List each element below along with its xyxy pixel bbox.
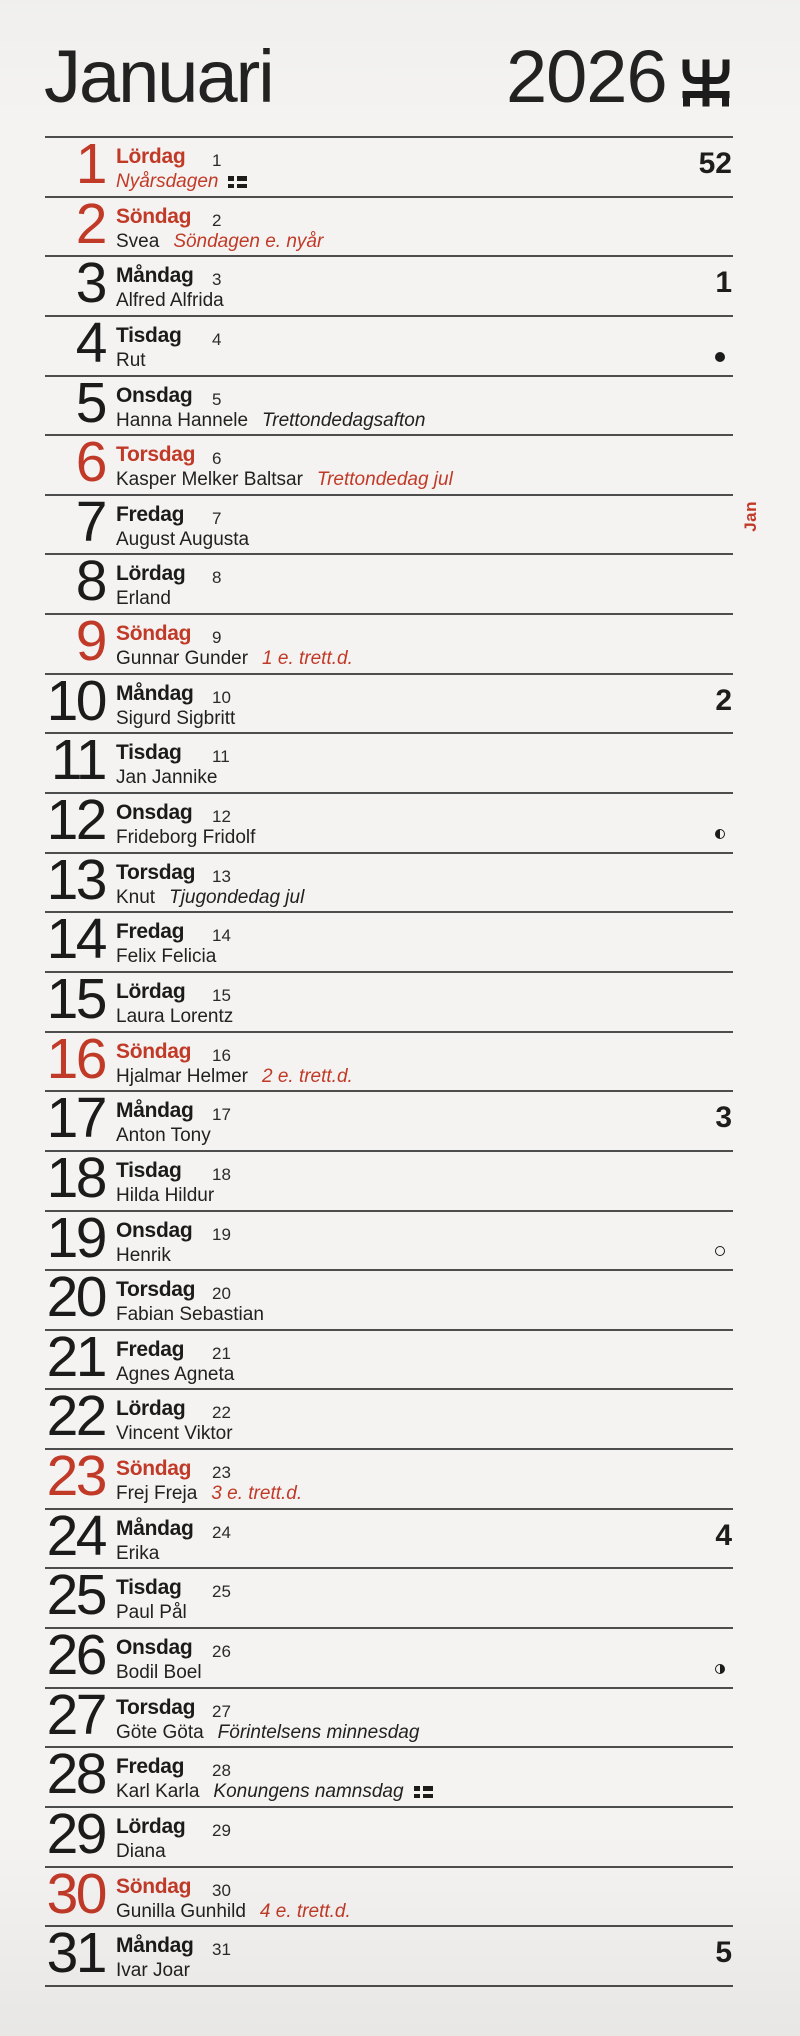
day-info: [116, 436, 656, 489]
name-days-label: Alfred Alfrida: [116, 290, 224, 312]
name-days-label: Jan Jannike: [116, 767, 218, 789]
weekday-label: Onsdag: [116, 1636, 193, 1660]
rune-staff-icon: [679, 56, 733, 110]
day-info: [116, 1212, 656, 1265]
day-number: 3: [75, 251, 105, 316]
name-days-label: Gunnar Gunder: [116, 648, 249, 670]
name-days-label: Frideborg Fridolf: [116, 827, 256, 849]
day-info: [116, 1629, 656, 1682]
date-small-label: 31: [212, 1940, 231, 1960]
day-row: [45, 549, 733, 614]
name-days-label: Fabian Sebastian: [116, 1304, 264, 1326]
day-row: [45, 1861, 733, 1926]
observance-label: 3 e. trett.d.: [211, 1483, 303, 1505]
name-days-label: Vincent Viktor: [116, 1423, 233, 1445]
week-number: 1: [715, 266, 732, 300]
day-number: 19: [46, 1205, 105, 1270]
day-info: [116, 1390, 656, 1443]
day-info: [116, 1689, 656, 1742]
day-info: [116, 1927, 656, 1980]
date-small-label: 14: [212, 926, 231, 946]
date-small-label: 9: [212, 628, 222, 648]
year-title: 2026: [506, 35, 667, 118]
weekday-label: Måndag: [116, 1516, 194, 1540]
weekday-label: Torsdag: [116, 860, 196, 884]
day-info: [116, 913, 656, 966]
week-number: 5: [715, 1936, 732, 1970]
day-row: [45, 1742, 733, 1807]
date-small-label: 30: [212, 1880, 231, 1900]
date-small-label: 20: [212, 1284, 231, 1304]
day-number: 9: [75, 609, 105, 674]
day-info: [116, 854, 656, 907]
date-small-label: 29: [212, 1820, 231, 1840]
date-small-label: 13: [212, 866, 231, 886]
day-row: [45, 1623, 733, 1688]
day-row: [45, 310, 733, 375]
day-row: [45, 1026, 733, 1091]
day-info: [116, 734, 656, 787]
observance-label: Tjugondedag jul: [169, 886, 305, 908]
day-number: 30: [46, 1861, 105, 1926]
name-days-label: Hjalmar Helmer: [116, 1065, 248, 1087]
day-info: [116, 1868, 656, 1921]
weekday-label: Torsdag: [116, 1695, 196, 1719]
name-days-label: Sigurd Sigbritt: [116, 707, 236, 729]
moon-phase-icon: [715, 352, 725, 362]
weekday-label: Tisdag: [116, 1576, 182, 1600]
day-number: 28: [46, 1742, 105, 1807]
day-info: [116, 1331, 656, 1384]
date-small-label: 10: [212, 687, 231, 707]
day-info: [116, 1748, 656, 1801]
date-small-label: 11: [212, 747, 230, 767]
day-row: [45, 251, 733, 316]
date-small-label: 2: [212, 210, 222, 230]
day-row: [45, 788, 733, 853]
day-row: [45, 668, 733, 733]
day-row: [45, 1801, 733, 1866]
weekday-label: Onsdag: [116, 383, 193, 407]
name-days-label: Frej Freja: [116, 1483, 198, 1505]
day-row: [45, 728, 733, 793]
day-number: 2: [75, 191, 105, 256]
week-number: 52: [698, 147, 732, 180]
day-info: [116, 1271, 656, 1324]
day-info: [116, 1569, 656, 1622]
day-info: [116, 615, 656, 668]
day-row: [45, 1682, 733, 1747]
weekday-label: Fredag: [116, 1337, 185, 1361]
observance-label: Trettondedag jul: [316, 469, 453, 491]
day-info: [116, 1152, 656, 1205]
weekday-label: Söndag: [116, 1457, 192, 1481]
weekday-label: Onsdag: [116, 801, 193, 825]
name-days-label: August Augusta: [116, 528, 250, 550]
day-number: 23: [46, 1444, 105, 1509]
date-small-label: 6: [212, 449, 222, 469]
day-number: 29: [46, 1801, 105, 1866]
name-days-label: Felix Felicia: [116, 946, 217, 968]
observance-label: Trettondedagsafton: [262, 409, 426, 431]
day-number: 21: [46, 1324, 105, 1389]
date-small-label: 19: [212, 1224, 231, 1244]
date-small-label: 28: [212, 1761, 231, 1781]
date-small-label: 24: [212, 1522, 231, 1542]
day-row: [45, 966, 733, 1031]
name-days-label: Ivar Joar: [116, 1960, 190, 1982]
day-number: 22: [46, 1384, 105, 1449]
name-days-label: Paul Pål: [116, 1602, 187, 1624]
weekday-label: Tisdag: [116, 1158, 182, 1182]
day-info: [116, 198, 656, 251]
date-small-label: 12: [212, 807, 231, 827]
date-small-label: 8: [212, 568, 222, 588]
weekday-label: Söndag: [116, 1874, 192, 1898]
day-row: [45, 1503, 733, 1568]
day-row: [45, 1205, 733, 1270]
weekday-label: Måndag: [116, 1099, 194, 1123]
day-row: [45, 191, 733, 256]
day-info: [116, 555, 656, 608]
day-number: 8: [75, 549, 105, 614]
observance-label: Nyårsdagen: [116, 171, 219, 192]
day-number: 11: [50, 728, 105, 793]
name-days-label: Knut: [116, 886, 156, 908]
weekday-label: Torsdag: [116, 1278, 196, 1302]
weekday-label: Söndag: [116, 622, 192, 646]
day-number: 17: [46, 1086, 105, 1151]
day-info: [116, 675, 656, 728]
name-days-label: Anton Tony: [116, 1125, 211, 1147]
day-number: 18: [46, 1145, 105, 1210]
weekday-label: Lördag: [116, 145, 186, 168]
weekday-label: Lördag: [116, 1397, 186, 1421]
observance-label: 1 e. trett.d.: [262, 648, 353, 670]
date-small-label: 18: [212, 1164, 231, 1184]
name-days-label: Henrik: [116, 1244, 171, 1266]
day-info: [116, 1092, 656, 1145]
day-number: 7: [75, 489, 105, 554]
date-small-label: 1: [212, 151, 222, 170]
date-small-label: 4: [212, 329, 222, 349]
day-number: 31: [46, 1921, 105, 1986]
day-info: [116, 1808, 656, 1861]
name-days-label: Erland: [116, 588, 171, 610]
day-number: 14: [46, 907, 105, 972]
day-number: 27: [46, 1682, 105, 1747]
name-days-label: Hilda Hildur: [116, 1184, 215, 1206]
date-small-label: 15: [212, 985, 231, 1005]
day-number: 5: [75, 370, 105, 435]
week-number: 4: [715, 1518, 732, 1552]
observance-label: Förintelsens minnesdag: [217, 1721, 420, 1743]
moon-phase-icon: [715, 1664, 725, 1674]
name-days-label: Agnes Agneta: [116, 1363, 235, 1385]
name-days-label: Kasper Melker Baltsar: [116, 469, 303, 491]
date-small-label: 17: [212, 1105, 231, 1125]
day-row: [45, 847, 733, 912]
name-days-label: Laura Lorentz: [116, 1005, 234, 1027]
day-row: [45, 1086, 733, 1151]
moon-phase-icon: [715, 829, 725, 839]
weekday-label: Tisdag: [116, 323, 182, 347]
month-title: Januari: [44, 35, 273, 118]
day-row: [45, 609, 733, 674]
day-row: [45, 1324, 733, 1389]
date-small-label: 3: [212, 270, 222, 290]
observance-label: 2 e. trett.d.: [261, 1065, 353, 1087]
weekday-label: Fredag: [116, 1755, 185, 1779]
day-row: [45, 1563, 733, 1628]
name-days-label: Göte Göta: [116, 1721, 204, 1743]
weekday-label: Onsdag: [116, 1218, 193, 1242]
day-info: [116, 973, 656, 1026]
name-days-label: Diana: [116, 1840, 166, 1862]
date-small-label: 27: [212, 1701, 231, 1721]
day-number: 15: [46, 966, 105, 1031]
weekday-label: Lördag: [116, 979, 186, 1003]
name-days-label: Hanna Hannele: [116, 409, 249, 431]
day-row: [45, 430, 733, 495]
weekday-label: Söndag: [116, 1039, 192, 1063]
observance-label: Konungens namnsdag: [213, 1781, 404, 1803]
day-info: [116, 377, 656, 430]
weekday-label: Söndag: [116, 204, 192, 228]
day-number: 4: [75, 310, 105, 375]
day-number: 25: [46, 1563, 105, 1628]
name-days-label: Rut: [116, 349, 146, 371]
day-row: [45, 1265, 733, 1330]
swedish-flag-icon: [414, 1786, 433, 1798]
day-number: 26: [46, 1623, 105, 1688]
observance-label: Söndagen e. nyår: [173, 230, 324, 252]
day-row: [45, 489, 733, 554]
day-info: [116, 1450, 656, 1503]
date-small-label: 21: [212, 1343, 231, 1363]
date-small-label: 26: [212, 1642, 231, 1662]
weekday-label: Fredag: [116, 502, 185, 526]
name-days-label: Erika: [116, 1542, 160, 1564]
weekday-label: Lördag: [116, 562, 186, 586]
weekday-label: Måndag: [116, 264, 194, 288]
weekday-label: Fredag: [116, 920, 185, 944]
day-info: [116, 1033, 656, 1086]
name-days-label: Svea: [116, 230, 160, 252]
date-small-label: 23: [212, 1463, 231, 1483]
day-row: [45, 1444, 733, 1509]
weekday-label: Tisdag: [116, 741, 182, 765]
week-number: 2: [715, 683, 732, 717]
day-number: 12: [46, 788, 105, 853]
day-info: [116, 1510, 656, 1563]
day-number: 6: [75, 430, 105, 495]
date-small-label: 25: [212, 1582, 231, 1602]
swedish-flag-icon: [228, 176, 247, 188]
moon-phase-icon: [715, 1246, 725, 1256]
name-days-label: Gunilla Gunhild: [116, 1900, 246, 1922]
weekday-label: Måndag: [116, 1934, 194, 1958]
date-small-label: 7: [212, 508, 222, 528]
day-number: 1: [75, 132, 105, 196]
day-row: [45, 907, 733, 972]
day-row: [45, 1145, 733, 1210]
date-small-label: 22: [212, 1403, 231, 1423]
day-info: [116, 317, 656, 370]
day-list: [45, 132, 733, 1987]
name-days-label: Bodil Boel: [116, 1662, 202, 1684]
day-info: [116, 138, 656, 191]
date-small-label: 16: [212, 1045, 231, 1065]
day-info: [116, 257, 656, 310]
weekday-label: Torsdag: [116, 443, 196, 467]
day-number: 13: [46, 847, 105, 912]
day-row: [45, 132, 733, 196]
day-number: 20: [46, 1265, 105, 1330]
day-row: [45, 370, 733, 435]
day-number: 16: [46, 1026, 105, 1091]
name-days-label: Karl Karla: [116, 1781, 200, 1803]
day-number: 24: [46, 1503, 105, 1568]
day-info: [116, 496, 656, 549]
month-tab-jan: Jan: [741, 501, 760, 532]
weekday-label: Måndag: [116, 681, 194, 705]
day-number: 10: [46, 668, 105, 733]
weekday-label: Lördag: [116, 1814, 186, 1838]
day-info: [116, 794, 656, 847]
date-small-label: 5: [212, 389, 222, 409]
observance-label: 4 e. trett.d.: [259, 1900, 351, 1922]
day-row: [45, 1384, 733, 1449]
week-number: 3: [715, 1101, 732, 1135]
day-row: [45, 1921, 733, 1986]
